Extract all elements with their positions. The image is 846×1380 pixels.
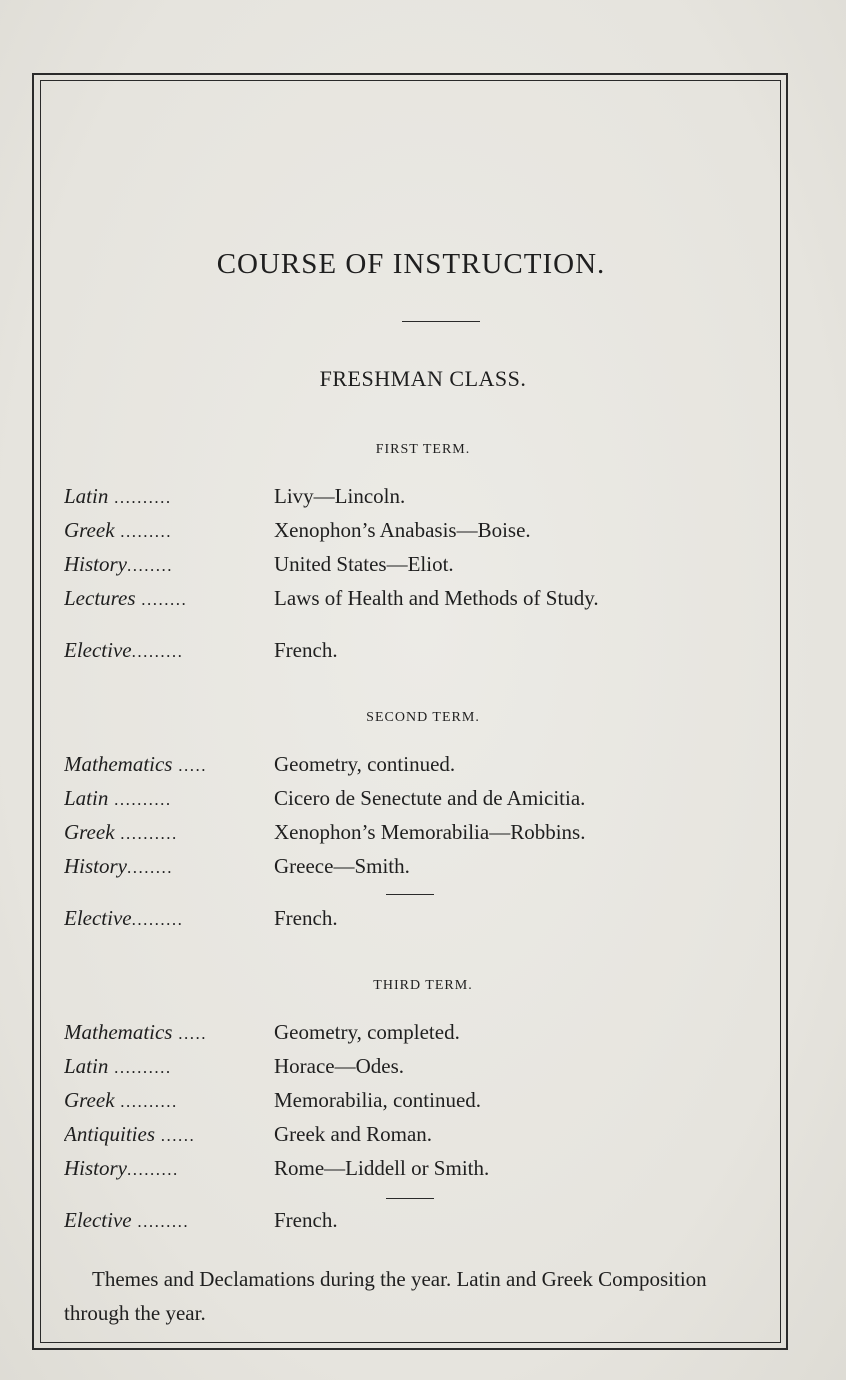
leader-dots: .....	[172, 1024, 207, 1043]
subject-label: Latin	[64, 484, 109, 508]
course-text: Horace—Odes.	[274, 1054, 405, 1078]
subject-label: Antiquities	[64, 1122, 155, 1146]
section-separator	[386, 1198, 434, 1199]
leader-dots: ..........	[108, 790, 172, 809]
leader-dots: ..........	[114, 1092, 178, 1111]
course-row	[64, 484, 764, 514]
subject-label: Mathematics	[64, 1020, 173, 1044]
course-text: French.	[274, 638, 338, 662]
subject-label: Latin	[64, 786, 109, 810]
subject-label: Mathematics	[64, 752, 173, 776]
leader-dots: ........	[127, 556, 173, 575]
course-text: French.	[274, 1208, 338, 1232]
elective-row	[64, 638, 764, 668]
course-row	[64, 1020, 764, 1050]
course-text: Xenophon’s Memorabilia—Robbins.	[274, 820, 586, 844]
course-row	[64, 786, 764, 816]
subject-label: Elective	[64, 638, 132, 662]
leader-dots: ........	[135, 590, 188, 609]
leader-dots: ..........	[108, 488, 172, 507]
course-text: United States—Eliot.	[274, 552, 454, 576]
term-heading-third: THIRD TERM.	[373, 978, 473, 993]
page-title: COURSE OF INSTRUCTION.	[216, 248, 606, 280]
leader-dots: .........	[127, 1160, 179, 1179]
course-row	[64, 552, 764, 582]
subject-label: History	[64, 552, 127, 576]
subject-label: History	[64, 1156, 127, 1180]
course-row	[64, 518, 764, 548]
subject-label: Elective	[64, 906, 132, 930]
section-separator	[386, 894, 434, 895]
leader-dots: .........	[114, 522, 173, 541]
course-text: Memorabilia, continued.	[274, 1088, 482, 1112]
elective-row	[64, 906, 764, 936]
leader-dots: .........	[131, 910, 184, 929]
course-row	[64, 1088, 764, 1118]
leader-dots: ..........	[114, 824, 178, 843]
leader-dots: .....	[172, 756, 207, 775]
course-text: Geometry, completed.	[274, 1020, 460, 1044]
course-text: Rome—Liddell or Smith.	[274, 1156, 490, 1180]
course-row	[64, 820, 764, 850]
course-text: Livy—Lincoln.	[274, 484, 406, 508]
subject-label: History	[64, 854, 127, 878]
course-text: French.	[274, 906, 338, 930]
course-text: Geometry, continued.	[274, 752, 456, 776]
course-text: Greece—Smith.	[274, 854, 410, 878]
subject-label: Greek	[64, 518, 115, 542]
title-rule	[402, 321, 480, 322]
class-heading: FRESHMAN CLASS.	[319, 366, 527, 391]
course-row	[64, 752, 764, 782]
subject-label: Elective	[64, 1208, 132, 1232]
course-text: Greek and Roman.	[274, 1122, 433, 1146]
subject-label: Greek	[64, 1088, 115, 1112]
course-text: Laws of Health and Methods of Study.	[274, 586, 599, 610]
elective-row	[64, 1208, 764, 1238]
leader-dots: .........	[131, 642, 184, 661]
footer-note: Themes and Declamations during the year. Latin and Greek Composition through the year.	[64, 1267, 707, 1325]
subject-label: Greek	[64, 820, 115, 844]
course-row	[64, 1122, 764, 1152]
course-row	[64, 586, 764, 616]
leader-dots: ..........	[108, 1058, 172, 1077]
course-text: Cicero de Senectute and de Amicitia.	[274, 786, 586, 810]
term-heading-second: SECOND TERM.	[366, 710, 480, 725]
course-row	[64, 1156, 764, 1186]
subject-label: Lectures	[64, 586, 136, 610]
leader-dots: ......	[155, 1126, 196, 1145]
course-row	[64, 854, 764, 884]
subject-label: Latin	[64, 1054, 109, 1078]
course-text: Xenophon’s Anabasis—Boise.	[274, 518, 531, 542]
leader-dots: ........	[127, 858, 173, 877]
leader-dots: .........	[131, 1212, 190, 1231]
term-heading-first: FIRST TERM.	[375, 442, 471, 457]
course-row	[64, 1054, 764, 1084]
